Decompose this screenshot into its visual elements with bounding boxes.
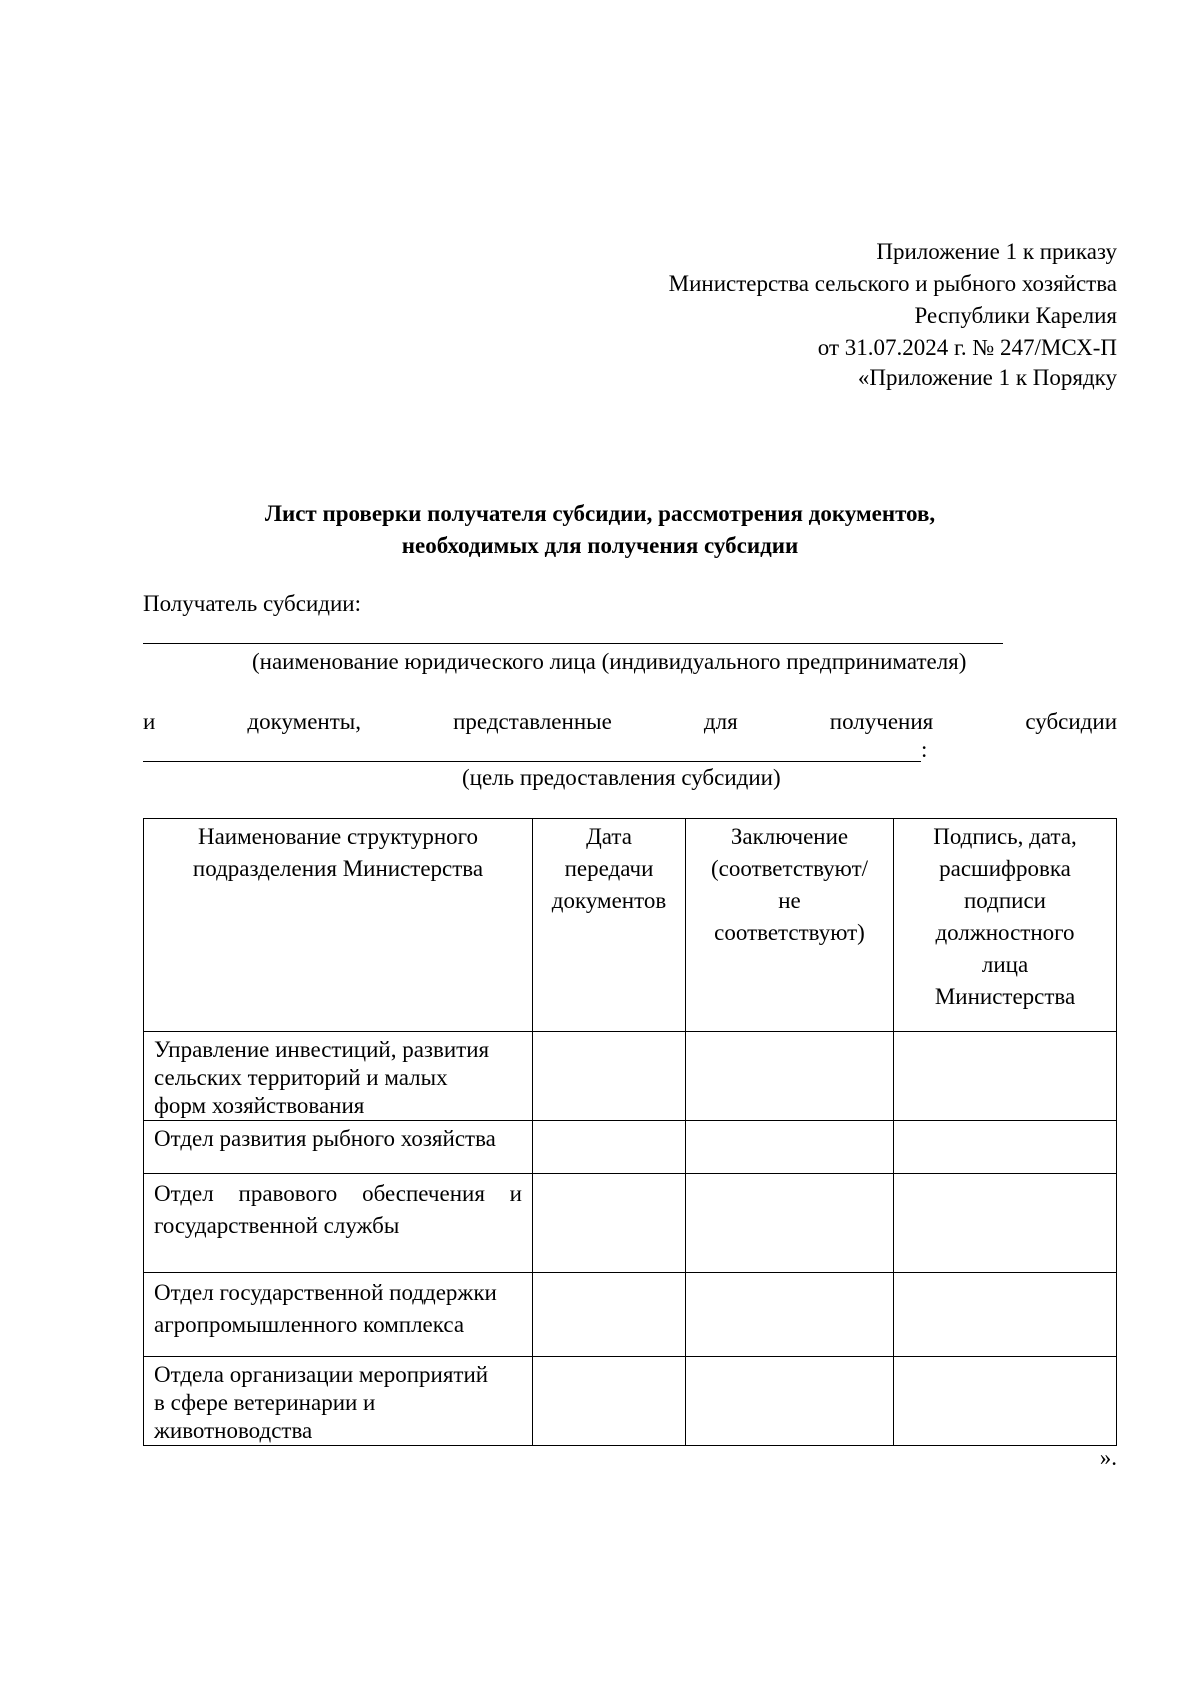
signature-cell[interactable] — [894, 1174, 1117, 1273]
department-line: Управление инвестиций, развития — [154, 1037, 490, 1062]
header-signature — [894, 819, 1117, 1032]
department-line: сельских территорий и малых — [154, 1065, 448, 1090]
appendix-line-2: Министерства сельского и рыбного хозяйства — [668, 271, 1117, 296]
date-cell[interactable] — [533, 1032, 686, 1121]
header-signature-line-6: Министерства — [934, 984, 1076, 1009]
header-department-line-2: подразделения Министерства — [192, 856, 484, 881]
header-conclusion-line-1: Заключение — [730, 824, 849, 849]
department-cell — [144, 1121, 533, 1174]
header-department-line-1: Наименование структурного — [197, 824, 479, 849]
signature-cell[interactable] — [894, 1273, 1117, 1357]
date-cell[interactable] — [533, 1174, 686, 1273]
department-line: Отдел правового обеспечения и — [154, 1181, 522, 1206]
conclusion-cell[interactable] — [686, 1357, 894, 1446]
table-row — [144, 1174, 1117, 1273]
recipient-caption: (наименование юридического лица (индивидуального предпринимателя) — [252, 649, 967, 674]
department-line: Отдела организации мероприятий — [154, 1362, 489, 1387]
closing-quote: ». — [1099, 1445, 1117, 1470]
table-row — [144, 1273, 1117, 1357]
department-cell — [144, 1357, 533, 1446]
header-signature-line-5: лица — [981, 952, 1029, 977]
documents-word-2: документы, — [247, 709, 361, 734]
header-date-line-3: документов — [551, 888, 667, 913]
header-conclusion-line-4: соответствуют) — [714, 920, 865, 945]
documents-word-1: и — [143, 709, 156, 734]
documents-word-5: получения — [829, 709, 934, 734]
header-signature-line-2: расшифровка — [939, 856, 1071, 881]
header-signature-line-3: подписи — [964, 888, 1046, 913]
table-header-row — [144, 819, 1117, 1032]
recipient-blank-line — [143, 643, 1003, 644]
department-line: агропромышленного комплекса — [154, 1312, 465, 1337]
appendix-order-number: от 31.07.2024 г. № 247/МСХ-П — [817, 335, 1117, 360]
documents-word-3: представленные — [453, 709, 612, 734]
conclusion-cell[interactable] — [686, 1174, 894, 1273]
conclusion-cell[interactable] — [686, 1273, 894, 1357]
header-signature-line-1: Подпись, дата, — [933, 824, 1077, 849]
document-title-line-2: необходимых для получения субсидии — [401, 533, 799, 558]
conclusion-cell[interactable] — [686, 1121, 894, 1174]
department-line: Отдел развития рыбного хозяйства — [154, 1126, 496, 1151]
table-row — [144, 1357, 1117, 1446]
header-conclusion-line-2: (соответствуют/ — [710, 856, 869, 881]
department-line: в сфере ветеринарии и — [154, 1390, 376, 1415]
header-department — [144, 819, 533, 1032]
department-line: государственной службы — [154, 1213, 400, 1238]
header-transfer-date — [533, 819, 686, 1032]
department-line: животноводства — [154, 1418, 313, 1443]
documents-word-6: субсидии — [1025, 709, 1117, 734]
appendix-line-1: Приложение 1 к приказу — [876, 239, 1117, 264]
verification-table — [143, 818, 1117, 1446]
header-conclusion — [686, 819, 894, 1032]
signature-cell[interactable] — [894, 1032, 1117, 1121]
department-cell — [144, 1032, 533, 1121]
department-line: форм хозяйствования — [154, 1093, 365, 1118]
appendix-line-3: Республики Карелия — [914, 303, 1117, 328]
department-line: Отдел государственной поддержки — [154, 1280, 497, 1305]
document-title-line-1: Лист проверки получателя субсидии, рассмотрения документов, — [264, 501, 936, 526]
signature-cell[interactable] — [894, 1357, 1117, 1446]
date-cell[interactable] — [533, 1357, 686, 1446]
header-conclusion-line-3: не — [778, 888, 801, 913]
purpose-colon: : — [921, 737, 928, 762]
date-cell[interactable] — [533, 1121, 686, 1174]
documents-statement — [143, 710, 1117, 733]
purpose-caption: (цель предоставления субсидии) — [462, 765, 781, 790]
purpose-blank-line — [143, 761, 921, 762]
department-cell — [144, 1273, 533, 1357]
department-cell — [144, 1174, 533, 1273]
table-row — [144, 1032, 1117, 1121]
header-signature-line-4: должностного — [935, 920, 1075, 945]
header-date-line-1: Дата — [586, 824, 632, 849]
header-date-line-2: передачи — [564, 856, 654, 881]
appendix-line-5: «Приложение 1 к Порядку — [857, 365, 1117, 390]
documents-word-4: для — [703, 709, 738, 734]
date-cell[interactable] — [533, 1273, 686, 1357]
table-row — [144, 1121, 1117, 1174]
signature-cell[interactable] — [894, 1121, 1117, 1174]
conclusion-cell[interactable] — [686, 1032, 894, 1121]
recipient-label: Получатель субсидии: — [143, 591, 361, 616]
